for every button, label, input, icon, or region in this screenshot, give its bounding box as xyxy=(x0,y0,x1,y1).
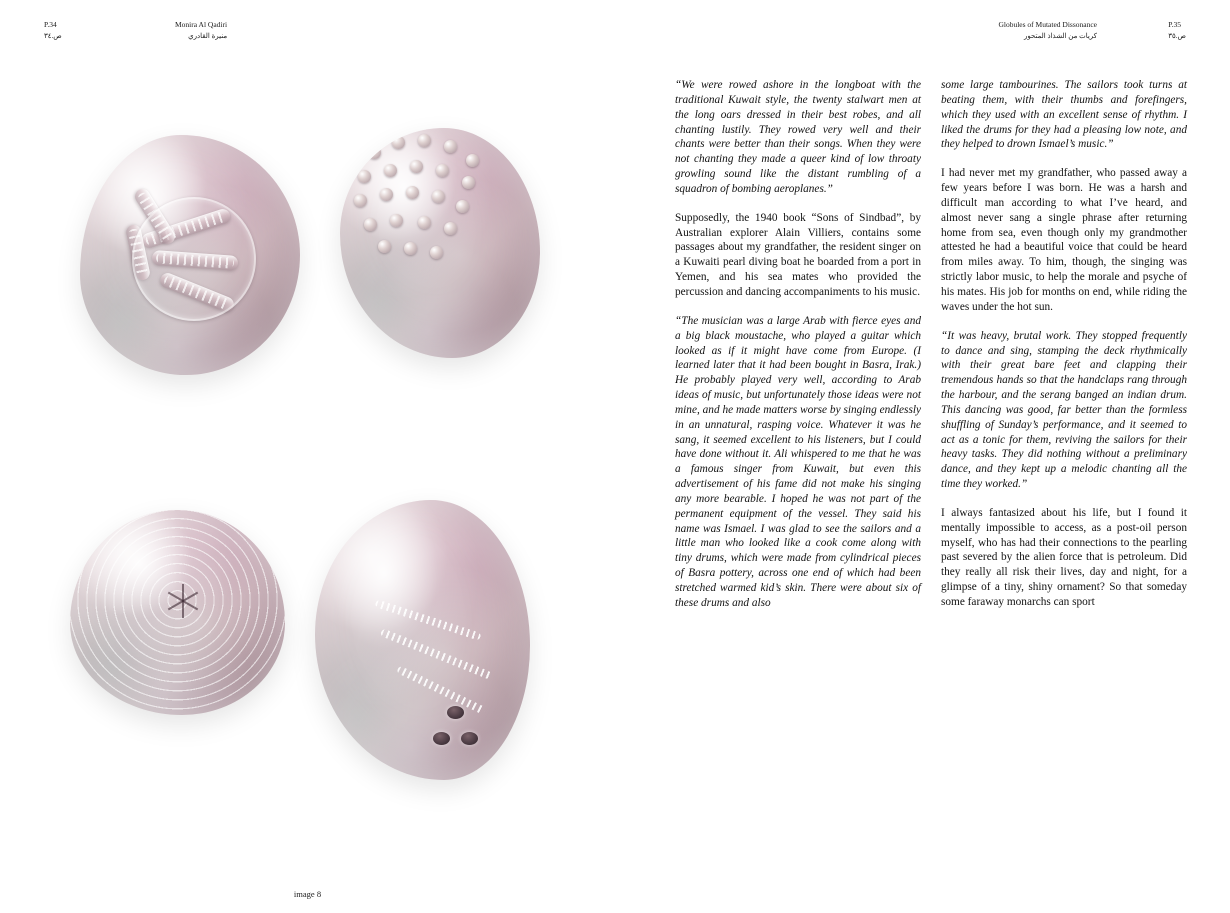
pearl-sheen xyxy=(340,128,540,358)
right-text-page xyxy=(615,0,1230,913)
text-columns xyxy=(675,78,1187,611)
pearl-knob xyxy=(456,200,469,213)
pearl-bottom-right xyxy=(315,500,530,780)
pearl-knob xyxy=(430,246,443,259)
paragraph-quote: “We were rowed ashore in the longboat with the traditional Kuwait style, the twenty stalwart men at the long oars dressed in their best robes, and all chanting lustily. They rowed very well and their chants were better than their songs. When they were not chanting they made a queer kind of low throaty growling sound like the distant rumbling of a squadron of bombing aeroplanes.” xyxy=(675,79,921,195)
folio-left-arabic: ص.٣٤ xyxy=(44,32,62,40)
paragraph-quote: some large tambourines. The sailors took turns at beating them, with their thumbs and forefingers, which they used with an excellent sense of rhythm. I liked the drums for they had a pleasing low note, and they helped to drown Ismael’s music.” xyxy=(941,79,1187,151)
pearl-knob xyxy=(466,154,479,167)
paragraph-quote: “It was heavy, brutal work. They stopped frequently to dance and sing, stamping the deck rhythmically with their great bare feet and clapping their tremendous hands so that the handclaps rang through the harbour, and the serang banged an indian drum. This dancing was good, far better than the formless shuffling of Sunday’s performance, and it seemed to act as a tonic for them, reviving the sailors for their heavy tasks. They did nothing without a preliminary dance, and they kept up a melodic chanting all the time they worked.” xyxy=(941,329,1187,491)
pearl-knob xyxy=(404,242,417,255)
pearl-sheen xyxy=(315,500,530,780)
pearl-knob xyxy=(462,176,475,189)
paragraph: I had never met my grandfather, who passed away a few years before I was born. He was a harsh and difficult man according to what I’ve heard, and almost never sang a single phrase after returning home from sea, even though only my grandmother attested he had a beautiful voice that could be heard from miles away. To him, though, the singing was strictly labor music, to help the morale and psyche of his mates. His job for months on end, while riding the waves under the hot sun. xyxy=(941,167,1187,313)
pearl-knob xyxy=(354,194,367,207)
pearl-top-left xyxy=(80,135,300,375)
pearl-bottom-left xyxy=(70,510,285,715)
pearl-knob xyxy=(368,146,381,159)
paragraph: I always fantasized about his life, but I found it mentally impossible to access, as a post-oil person myself, who has had their connections to the pearling past severed by the alien force that is petroleum. Did they really all risk their lives, day and night, for a glimpse of a tiny, shiny ornament? So that someday some faraway monarchs can sport xyxy=(941,506,1187,608)
chapter-title: Globules of Mutated Dissonance xyxy=(998,20,1097,29)
folio-left: P.34 xyxy=(44,20,57,29)
pearl-knob xyxy=(436,164,449,177)
column-left xyxy=(675,78,921,611)
pearl-growth-band xyxy=(132,197,256,321)
pearl-knob xyxy=(418,134,431,147)
pearl-knob xyxy=(444,140,457,153)
paragraph: Supposedly, the 1940 book “Sons of Sindbad”, by Australian explorer Alain Villiers, contains some passages about my grandfather, the resident singer on a Kuwaiti pearl diving boat he boarded from a port in Yemen, and his sea mates who provided the percussion and dancing accompaniments to his music. xyxy=(675,211,921,298)
pearl-body xyxy=(80,135,300,375)
author-name: Monira Al Qadiri xyxy=(175,20,228,29)
paragraph-quote: “The musician was a large Arab with fierce eyes and a big black moustache, who played a guitar which looked as if it might have come from Europe. (I learned later that it had been bought in Basra, Irak.) He probably played very well, according to Arab ideas of music, but unfortunately those ideas were not mine, and he made matters worse by singing endlessly in an unnatural, rasping voice. Whatever it was he sang, it seemed excellent to his listeners, but I could have done without it. Ali whispered to me that he was a famous singer from Kuwait, but even this advertisement of his fame did not make his singing any more bearable. I hoped he was not part of the permanent equipment of the vessel. They said his name was Ismael. I was glad to see the sailors and a little man who looked like a cook come along with tiny drums, which were made from cylindrical pieces of Basra pottery, across one end of which had been stretched warmed kid’s skin. There were about six of these drums and also xyxy=(675,314,921,609)
pearl-knob xyxy=(410,160,423,173)
pearl-knob xyxy=(444,222,457,235)
pearl-knob xyxy=(392,136,405,149)
pearl-knob xyxy=(380,188,393,201)
folio-right: P.35 xyxy=(1168,20,1181,29)
running-head-title xyxy=(998,20,1097,40)
pearl-knob xyxy=(378,240,391,253)
running-head-author xyxy=(175,20,227,40)
pearl-knob xyxy=(418,216,431,229)
figure-caption: image 8 xyxy=(293,889,322,899)
pearl-apex-star xyxy=(165,584,199,618)
pearl-body xyxy=(315,500,530,780)
pearl-top-right xyxy=(340,128,540,358)
pearl-knob xyxy=(432,190,445,203)
pearl-knob xyxy=(390,214,403,227)
running-head-left-folio xyxy=(44,20,62,40)
running-head-right-folio xyxy=(1168,20,1186,40)
pearl-knob xyxy=(406,186,419,199)
pearl-drill-hole xyxy=(447,706,464,719)
pearl-drill-hole xyxy=(433,732,450,745)
pearl-knob xyxy=(384,164,397,177)
chapter-title-arabic: كريات من الشذاذ المتحور xyxy=(1023,32,1097,40)
author-name-arabic: منيرة القادري xyxy=(188,32,228,40)
pearl-body xyxy=(340,128,540,358)
column-right xyxy=(941,78,1187,611)
pearl-figure-grid xyxy=(50,110,565,830)
pearl-knob xyxy=(364,218,377,231)
pearl-knob xyxy=(358,170,371,183)
pearl-drill-hole xyxy=(461,732,478,745)
folio-right-arabic: ص.٣٥ xyxy=(1168,32,1186,40)
pearl-body xyxy=(70,510,285,715)
